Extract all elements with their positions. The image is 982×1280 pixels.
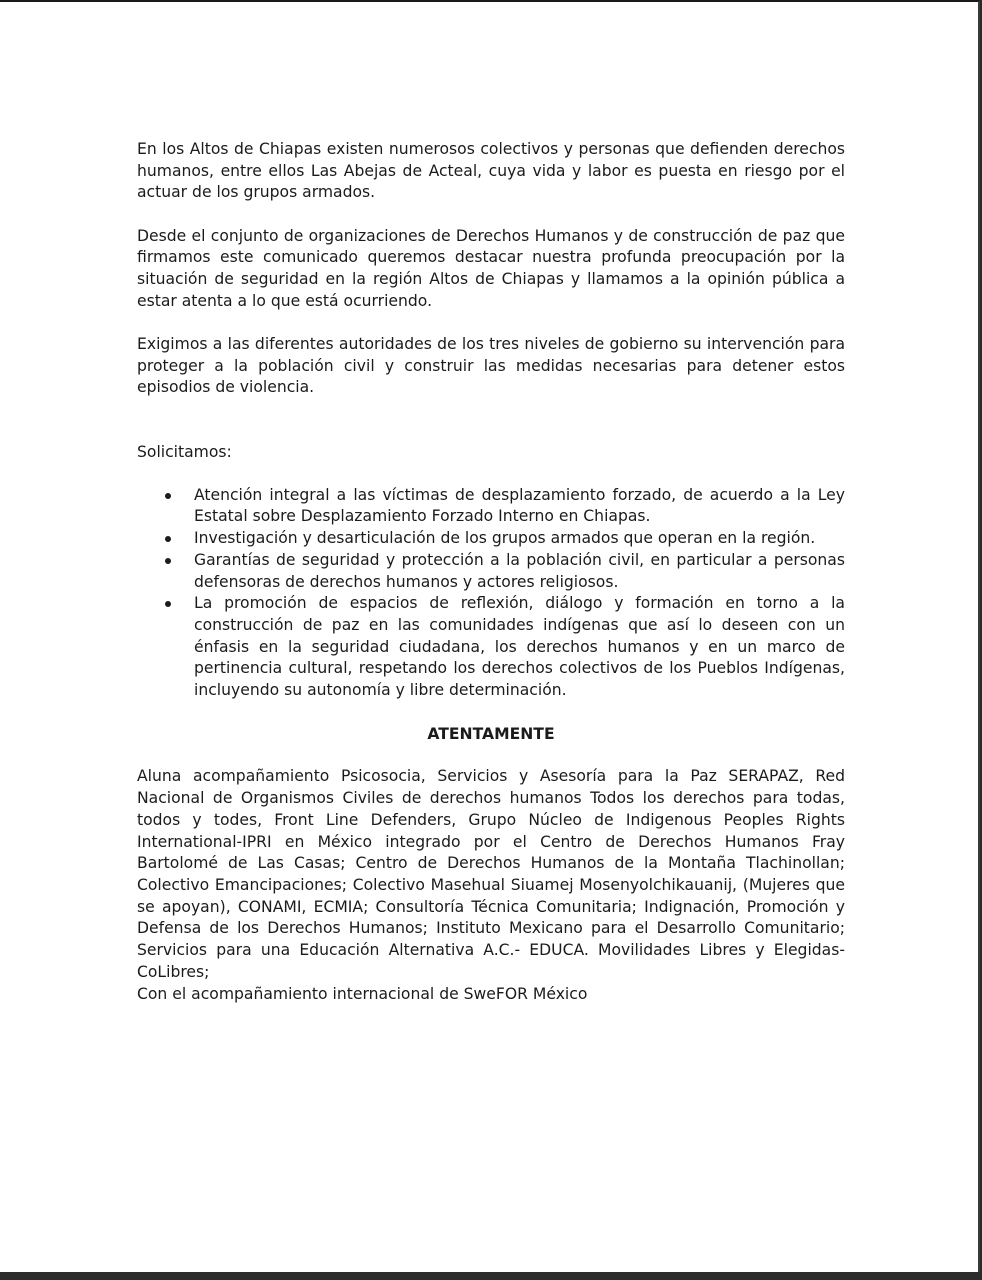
bullet-icon (165, 493, 171, 499)
list-item (137, 528, 845, 550)
intro-paragraph: En los Altos de Chiapas existen numerosos colectivos y personas que defienden derechos humanos, entre ellos Las Abejas de Acteal, cuya vida y labor es puesta en riesgo por el actuar de los grupos armados. (137, 140, 845, 202)
requests-heading: Solicitamos: (137, 443, 232, 462)
document-body (137, 139, 845, 1005)
page-bottom-edge (0, 1272, 982, 1280)
closing-title: ATENTAMENTE (427, 724, 555, 743)
list-item-text: Atención integral a las víctimas de desplazamiento forzado, de acuerdo a la Ley Estatal sobre Desplazamiento Forzado Interno en Chiapas. (194, 485, 845, 526)
list-item-text: Garantías de seguridad y protección a la población civil, en particular a personas defensoras de derechos humanos y actores religiosos. (194, 550, 845, 591)
bullet-icon (165, 536, 171, 542)
list-item (137, 593, 845, 702)
list-item-text: Investigación y desarticulación de los grupos armados que operan en la región. (194, 529, 816, 548)
concern-paragraph: Desde el conjunto de organizaciones de Derechos Humanos y de construcción de paz que firmamos este comunicado queremos destacar nuestra profunda preocupación por la situación de seguridad en la región Altos de Chiapas y llamamos a la opinión pública a estar atenta a lo que está ocurriendo. (137, 226, 845, 310)
accompaniment-line: Con el acompañamiento internacional de SweFOR México (137, 984, 588, 1003)
bullet-icon (165, 601, 171, 607)
list-item (137, 485, 845, 528)
bullet-icon (165, 558, 171, 564)
list-item-text: La promoción de espacios de reflexión, diálogo y formación en torno a la construcción de paz en las comunidades indígenas que así lo deseen con un énfasis en la seguridad ciudadana, los derechos humanos y en un marco de pertinencia cultural, respetando los derechos colectivos de los Pueblos Indígenas, incluyendo su autonomía y libre determinación. (194, 594, 845, 700)
signers-paragraph: Aluna acompañamiento Psicosocia, Servicios y Asesoría para la Paz SERAPAZ, Red Nacional de Organismos Civiles de derechos humanos Todos los derechos para todas, todos y todes, Front Line Defenders, Grupo Núcleo de Indigenous Peoples Rights International-IPRI en México integrado por el Centro de Derechos Humanos Fray Bartolomé de Las Casas; Centro de Derechos Humanos de la Montaña Tlachinollan; Colectivo Emancipaciones; Colectivo Masehual Siuamej Mosenyolchikauanij, (Mujeres que se apoyan), CONAMI, ECMIA; Consultoría Técnica Comunitaria; Indignación, Promoción y Defensa de los Derechos Humanos; Instituto Mexicano para el Desarrollo Comunitario; Servicios para una Educación Alternativa A.C.- EDUCA. Movilidades Libres y Elegidas-CoLibres; (137, 767, 845, 981)
list-item (137, 550, 845, 593)
demand-paragraph: Exigimos a las diferentes autoridades de los tres niveles de gobierno su intervención para proteger a la población civil y construir las medidas necesarias para detener estos episodios de violencia. (137, 334, 845, 397)
requests-list (137, 485, 845, 702)
